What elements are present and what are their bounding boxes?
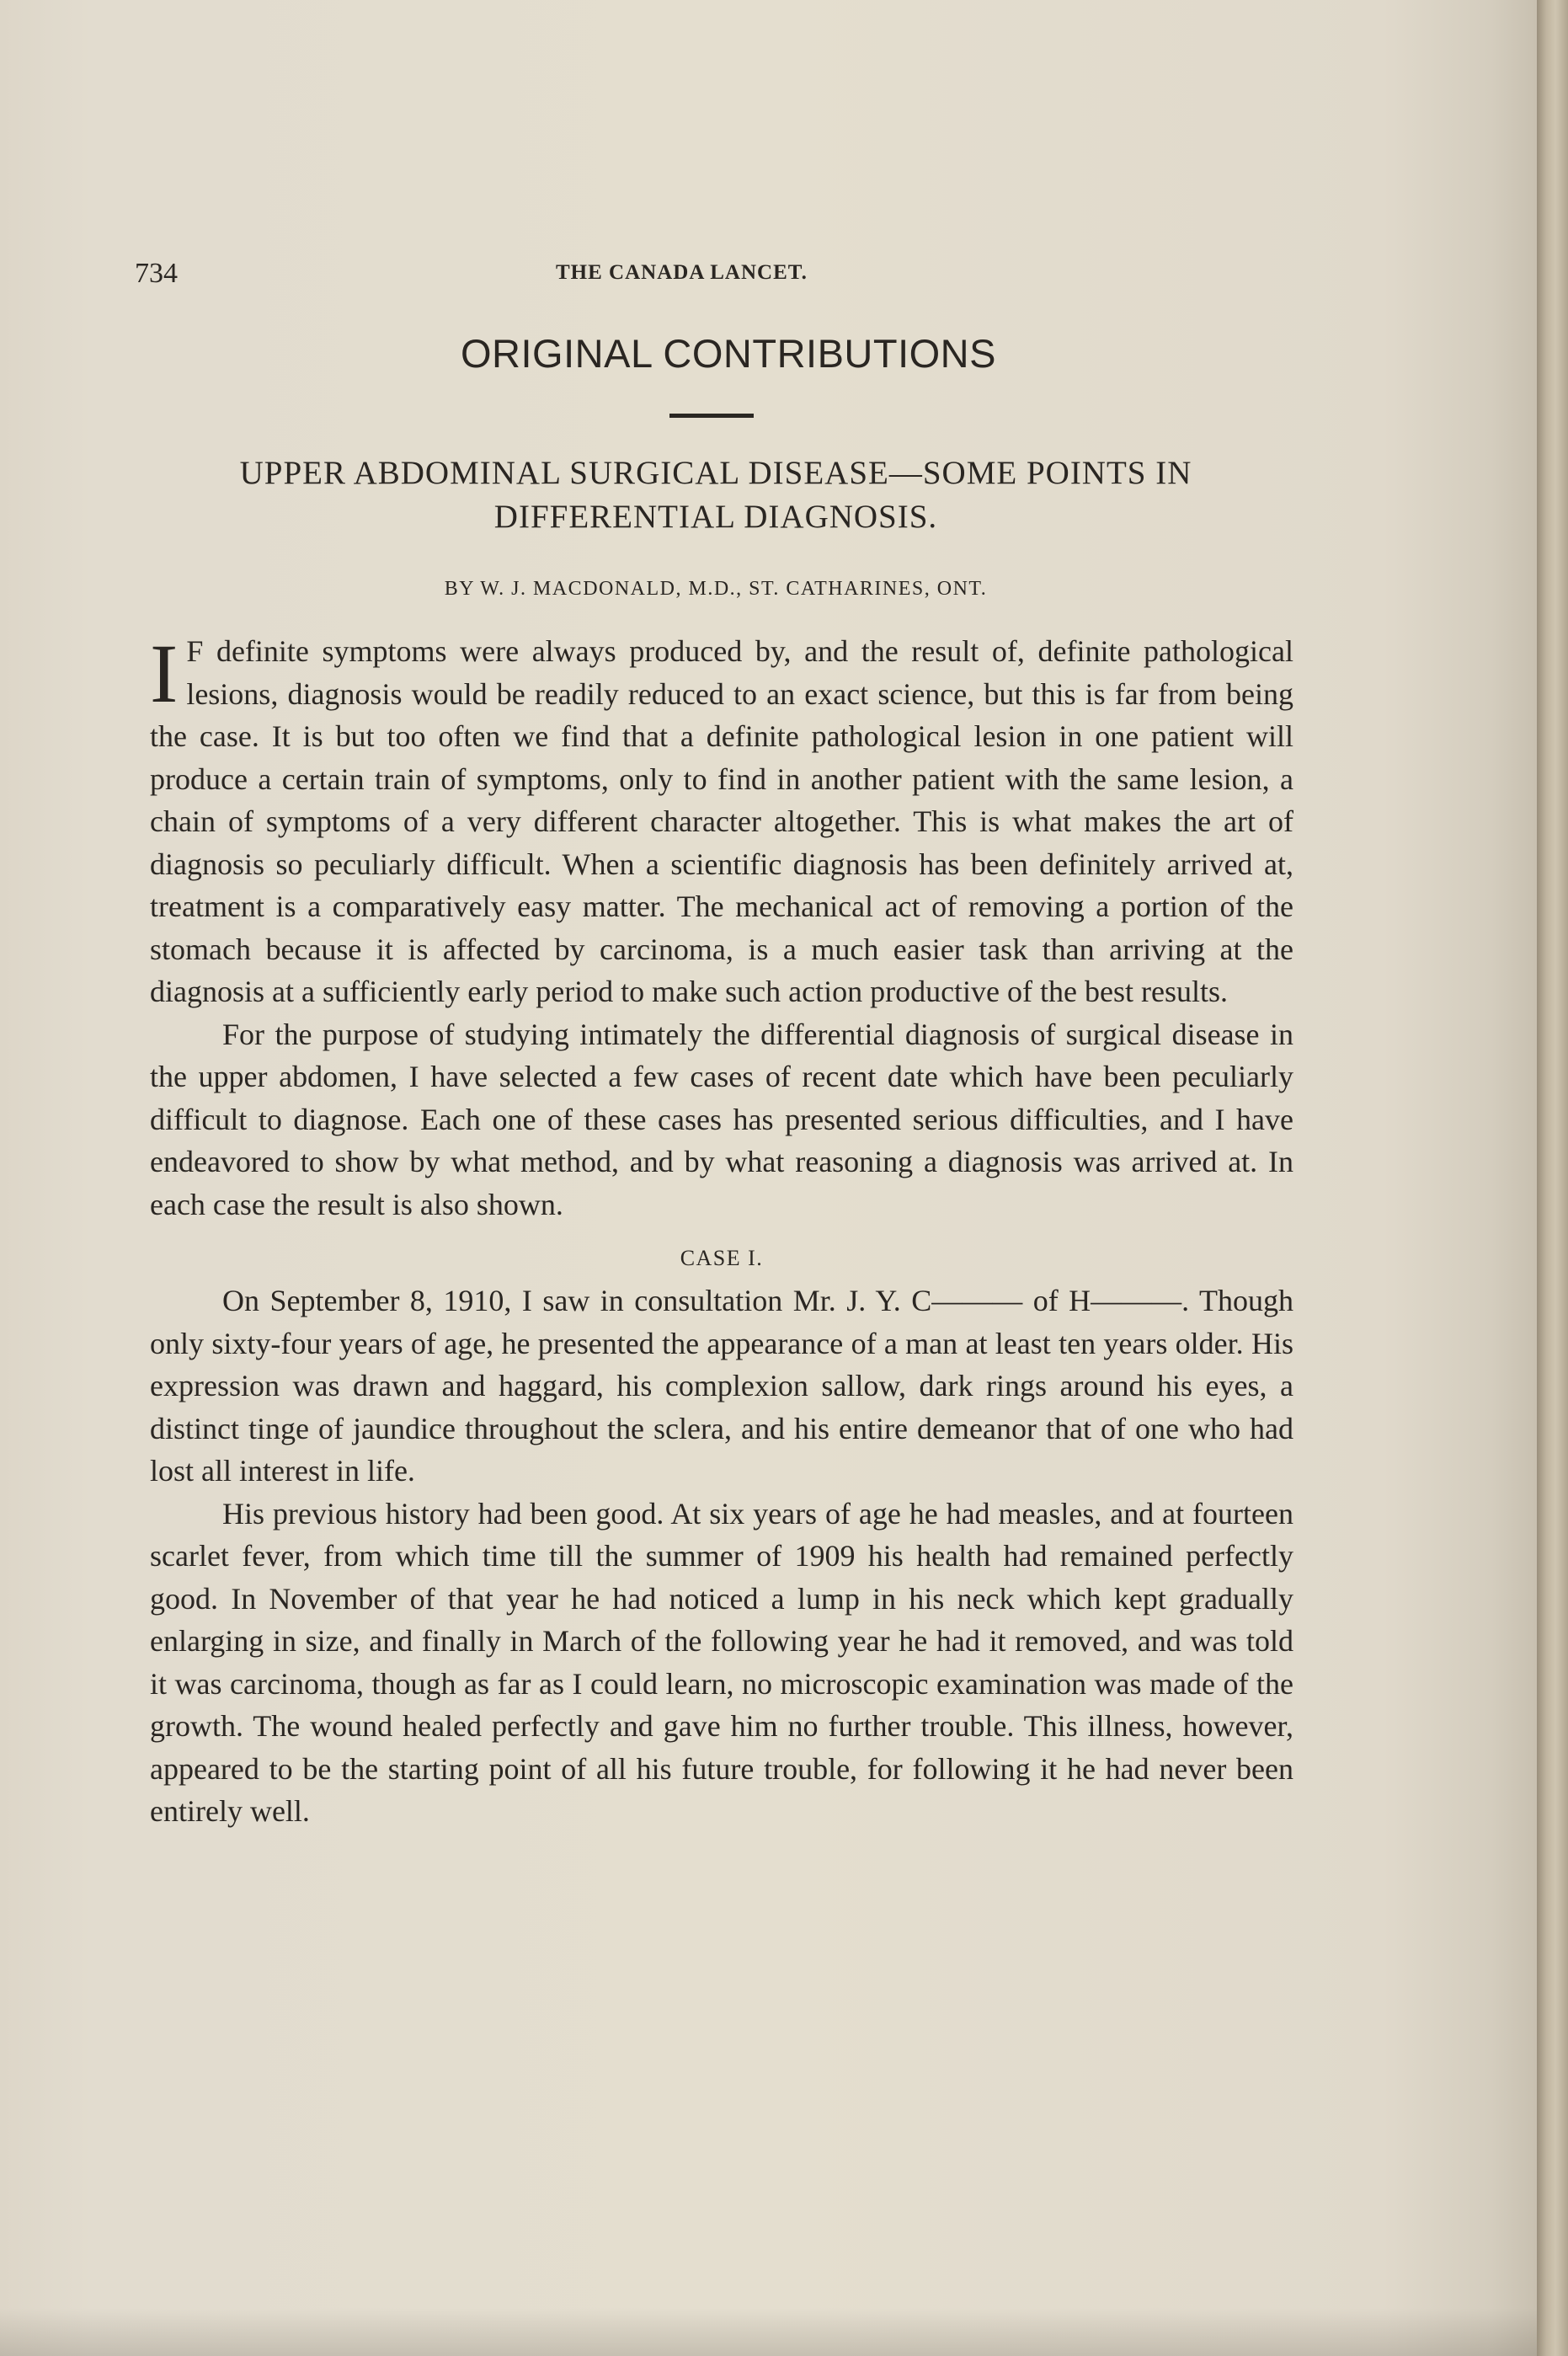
page-edge [1537,0,1568,2356]
case-heading: CASE I. [680,1246,764,1270]
paragraph-2: For the purpose of studying intimately the differential diagnosis of surgical disease in the upper abdomen, I have selected a few cases of recent date which have been peculiarly difficult to diagnose. Each one of these cases has presented serious difficulties, and I have endeavored to show by what method, and by what reasoning a diagnosis was arrived at. In each case the result is also shown. [150,1017,1293,1221]
drop-cap: I [150,627,179,720]
paragraph-4: His previous history had been good. At six years of age he had measles, and at fourteen scarlet fever, from which time till the summer of 1909 his health had remained perfectly good. In November of that year he had noticed a lump in his neck which kept gradually enlarging in size, and finally in March of the following year he had it removed, and was told it was carcinoma, though as far as I could learn, no microscopic examination was made of the growth. The wound healed perfectly and gave him no further trouble. This illness, however, appeared to be the starting point of all his future trouble, for following it he had never been entirely well. [150,1496,1293,1828]
page-number: 734 [135,258,178,289]
paragraph-1-text: F definite symptoms were always produced by, and the result of, definite pathological lesions, diagnosis would be readily reduced to an exact science, but this is far from being the case. It is but too often we find that a definite pathological lesion in one patient will produce a certain train of symptoms, only to find in another patient with the same lesion, a chain of symptoms of a very different character altogether. This is what makes the art of diagnosis so peculiarly difficult. When a scientific diagnosis has been definitely arrived at, treatment is a comparatively easy matter. The mechanical act of removing a portion of the stomach because it is affected by carcinoma, is a much easier task than arriving at the diagnosis at a sufficiently early period to make such action productive of the best results. [150,634,1293,1008]
paragraph-1 [150,627,1293,1013]
journal-title: THE CANADA LANCET. [556,261,808,284]
title-rule [669,414,754,418]
byline: BY W. J. MACDONALD, M.D., ST. CATHARINES, ONT. [444,578,988,600]
article-title: UPPER ABDOMINAL SURGICAL DISEASE—SOME POINTS IN DIFFERENTIAL DIAGNOSIS. [239,455,1192,535]
section-title: ORIGINAL CONTRIBUTIONS [461,331,996,376]
paragraph-3: On September 8, 1910, I saw in consultation Mr. J. Y. C——— of H———. Though only sixty-four years of age, he presented the appearance of a man at least ten years older. His expression was drawn and haggard, his complexion sallow, dark rings around his eyes, a distinct tinge of jaundice throughout the sclera, and his entire demeanor that of one who had lost all interest in life. [150,1284,1293,1488]
article-body [150,627,1293,1833]
running-head [135,258,1297,291]
page-bottom-shadow [0,2308,1537,2356]
